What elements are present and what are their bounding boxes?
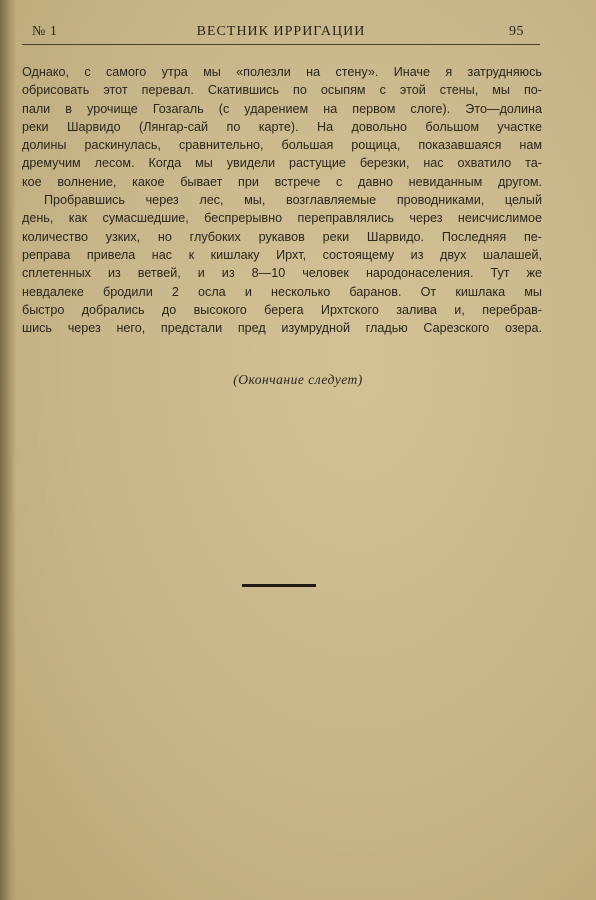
text-line: долины раскинулась, сравнительно, большая рощица, показавшаяся нам [22,138,542,153]
text-line: дремучим лесом. Когда мы увидели растущие березки, нас охватило та- [22,156,542,171]
header-rule [22,44,540,45]
text-line: обрисовать этот перевал. Скатившись по осыпям с этой стены, мы по- [22,83,542,98]
text-line: реки Шарвидо (Лянгар-сай по карте). На довольно большом участке [22,119,542,134]
journal-title: ВЕСТНИК ИРРИГАЦИИ [196,24,366,39]
text-line: реправа привела нас к кишлаку Ирхт, состоящему из двух шалашей, [22,247,542,262]
page-spine-shadow [0,0,16,900]
text-line: день, как сумасшедшие, беспрерывно переправлялись через неисчислимое [22,211,542,226]
text-line: шись через него, предстали пред изумрудной гладью Сарезского озера. [22,321,542,336]
article-body [22,63,542,337]
text-line: количество узких, но глубоких рукавов реки Шарвидо. Последняя пе- [22,229,542,244]
text-line: сплетенных из ветвей, и из 8—10 человек народонаселения. Тут же [22,266,542,281]
issue-number: № 1 [32,24,58,39]
text-line: кое волнение, какое бывает при встрече с давно невиданным другом. [22,174,542,189]
continuation-note: (Окончание следует) [233,372,363,387]
text-line: пали в урочище Гозагаль (с ударением на первом слоге). Это—долина [22,101,542,116]
running-header [22,24,540,44]
text-line: Однако, с самого утра мы «полезли на стену». Иначе я затрудняюсь [22,65,542,79]
text-line: быстро добрались до высокого берега Ирхтского залива и, перебрав- [22,302,542,317]
text-line: невдалеке бродили 2 осла и несколько баранов. От кишлака мы [22,284,542,299]
page-number: 95 [509,24,524,39]
text-line: Пробравшись через лес, мы, возглавляемые проводниками, целый [44,193,542,208]
end-rule [242,584,316,587]
